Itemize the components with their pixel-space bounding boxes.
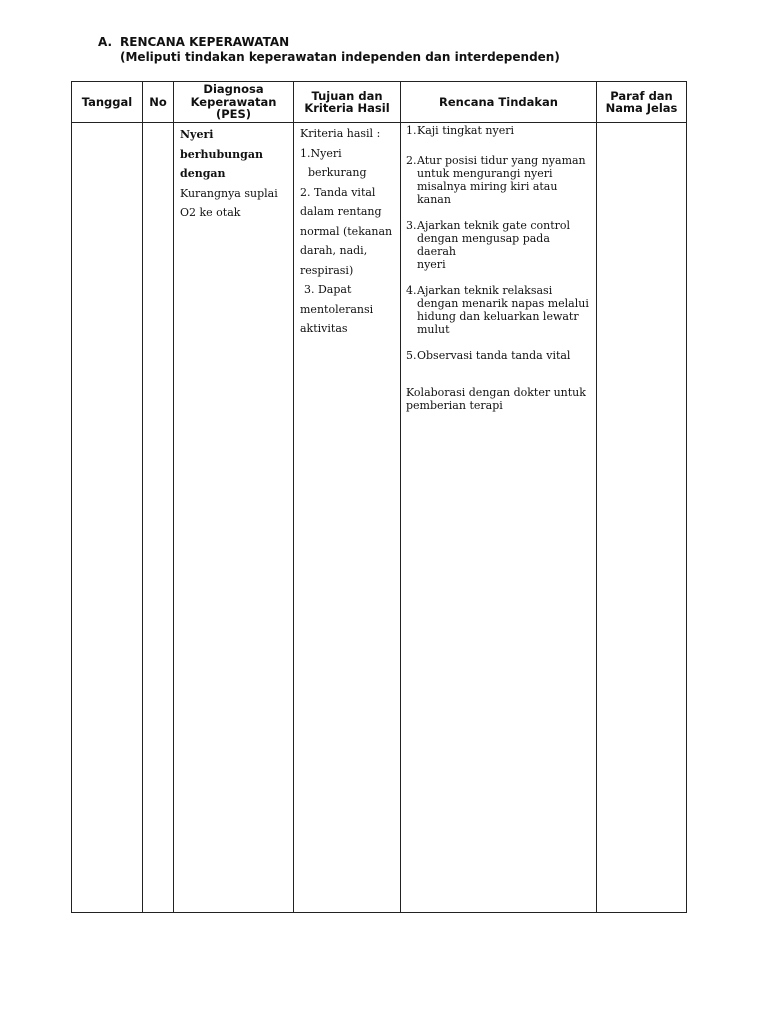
tujuan-line: Kriteria hasil : [300, 127, 381, 140]
header-tanggal [72, 82, 143, 123]
header-tujuan-line2: Kriteria Hasil [304, 101, 390, 115]
rencana-item-number: 2. [406, 154, 417, 167]
tujuan-line: 2. Tanda vital [300, 185, 376, 199]
tujuan-line: mentoleransi [300, 302, 374, 316]
rencana-collab-line: Kolaborasi dengan dokter untuk [406, 386, 586, 399]
rencana-item-line: misalnya miring kiri atau [417, 180, 558, 193]
header-tujuan-line1: Tujuan dan [311, 88, 383, 103]
rencana-item [406, 219, 592, 271]
cell-no [143, 123, 174, 913]
diagnosa-line: berhubungan [180, 147, 263, 161]
rencana-item-line: hidung dan keluarkan lewatr [417, 310, 579, 323]
table-header-row [72, 82, 687, 123]
rencana-item-line: Kaji tingkat nyeri [417, 124, 514, 137]
tujuan-line: normal (tekanan [300, 224, 393, 238]
diagnosa-line: Kurangnya suplai [180, 186, 278, 200]
header-rencana-label: Rencana Tindakan [439, 94, 558, 109]
tujuan-line: aktivitas [300, 322, 348, 335]
tujuan-line: respirasi) [300, 263, 354, 277]
section-heading [98, 35, 560, 65]
care-plan-table [71, 81, 687, 913]
header-paraf-line2: Nama Jelas [605, 101, 678, 115]
header-tujuan [294, 82, 401, 123]
header-diagnosa-line1: Diagnosa [203, 82, 264, 97]
rencana-item-number: 3. [406, 219, 417, 232]
tujuan-line: berkurang [308, 166, 367, 179]
tujuan-line: 3. Dapat [304, 283, 352, 296]
heading-title: RENCANA KEPERAWATAN [120, 35, 290, 49]
header-paraf [597, 82, 687, 123]
cell-paraf [597, 123, 687, 913]
header-diagnosa [174, 82, 294, 123]
tujuan-line: dalam rentang [300, 205, 382, 218]
cell-tujuan [294, 123, 401, 913]
tujuan-line: 1.Nyeri [300, 146, 342, 160]
cell-diagnosa [174, 123, 294, 913]
table-row [72, 123, 687, 913]
rencana-item [406, 284, 592, 336]
heading-letter: A. [98, 35, 113, 49]
cell-rencana [401, 123, 597, 913]
rencana-collab [406, 386, 592, 412]
header-paraf-line1: Paraf dan [610, 88, 673, 103]
diagnosa-line: Nyeri [180, 128, 214, 141]
heading-subtitle: (Meliputi tindakan keperawatan independen dan interdependen) [120, 50, 560, 64]
rencana-item-number: 5. [406, 349, 417, 362]
header-diagnosa-line2: Keperawatan [190, 94, 277, 109]
rencana-item-line: dengan mengusap pada daerah [417, 232, 550, 258]
rencana-item-line: Atur posisi tidur yang nyaman [417, 154, 586, 167]
rencana-item-line: Ajarkan teknik relaksasi [417, 284, 553, 297]
rencana-item-line: dengan menarik napas melalui [417, 297, 589, 310]
header-no [143, 82, 174, 123]
rencana-item [406, 124, 592, 137]
header-diagnosa-line3: (PES) [215, 107, 252, 122]
rencana-collab-line: pemberian terapi [406, 399, 503, 412]
rencana-item [406, 154, 592, 206]
header-no-label: No [149, 94, 167, 109]
diagnosa-line: dengan [180, 167, 226, 180]
header-rencana [401, 82, 597, 123]
rencana-item [406, 349, 592, 362]
rencana-item-number: 4. [406, 284, 417, 297]
diagnosa-line: O2 ke otak [180, 206, 241, 219]
rencana-item-line: mulut [417, 323, 450, 336]
tujuan-line: darah, nadi, [300, 244, 368, 257]
cell-tanggal [72, 123, 143, 913]
rencana-item-line: nyeri [417, 258, 446, 271]
rencana-item-line: kanan [417, 193, 451, 206]
header-tanggal-label: Tanggal [81, 94, 133, 109]
rencana-item-line: untuk mengurangi nyeri [417, 167, 553, 180]
rencana-item-line: Observasi tanda tanda vital [417, 349, 571, 362]
rencana-item-number: 1. [406, 124, 417, 137]
rencana-item-line: Ajarkan teknik gate control [417, 219, 571, 232]
heading-title-line [98, 35, 560, 50]
